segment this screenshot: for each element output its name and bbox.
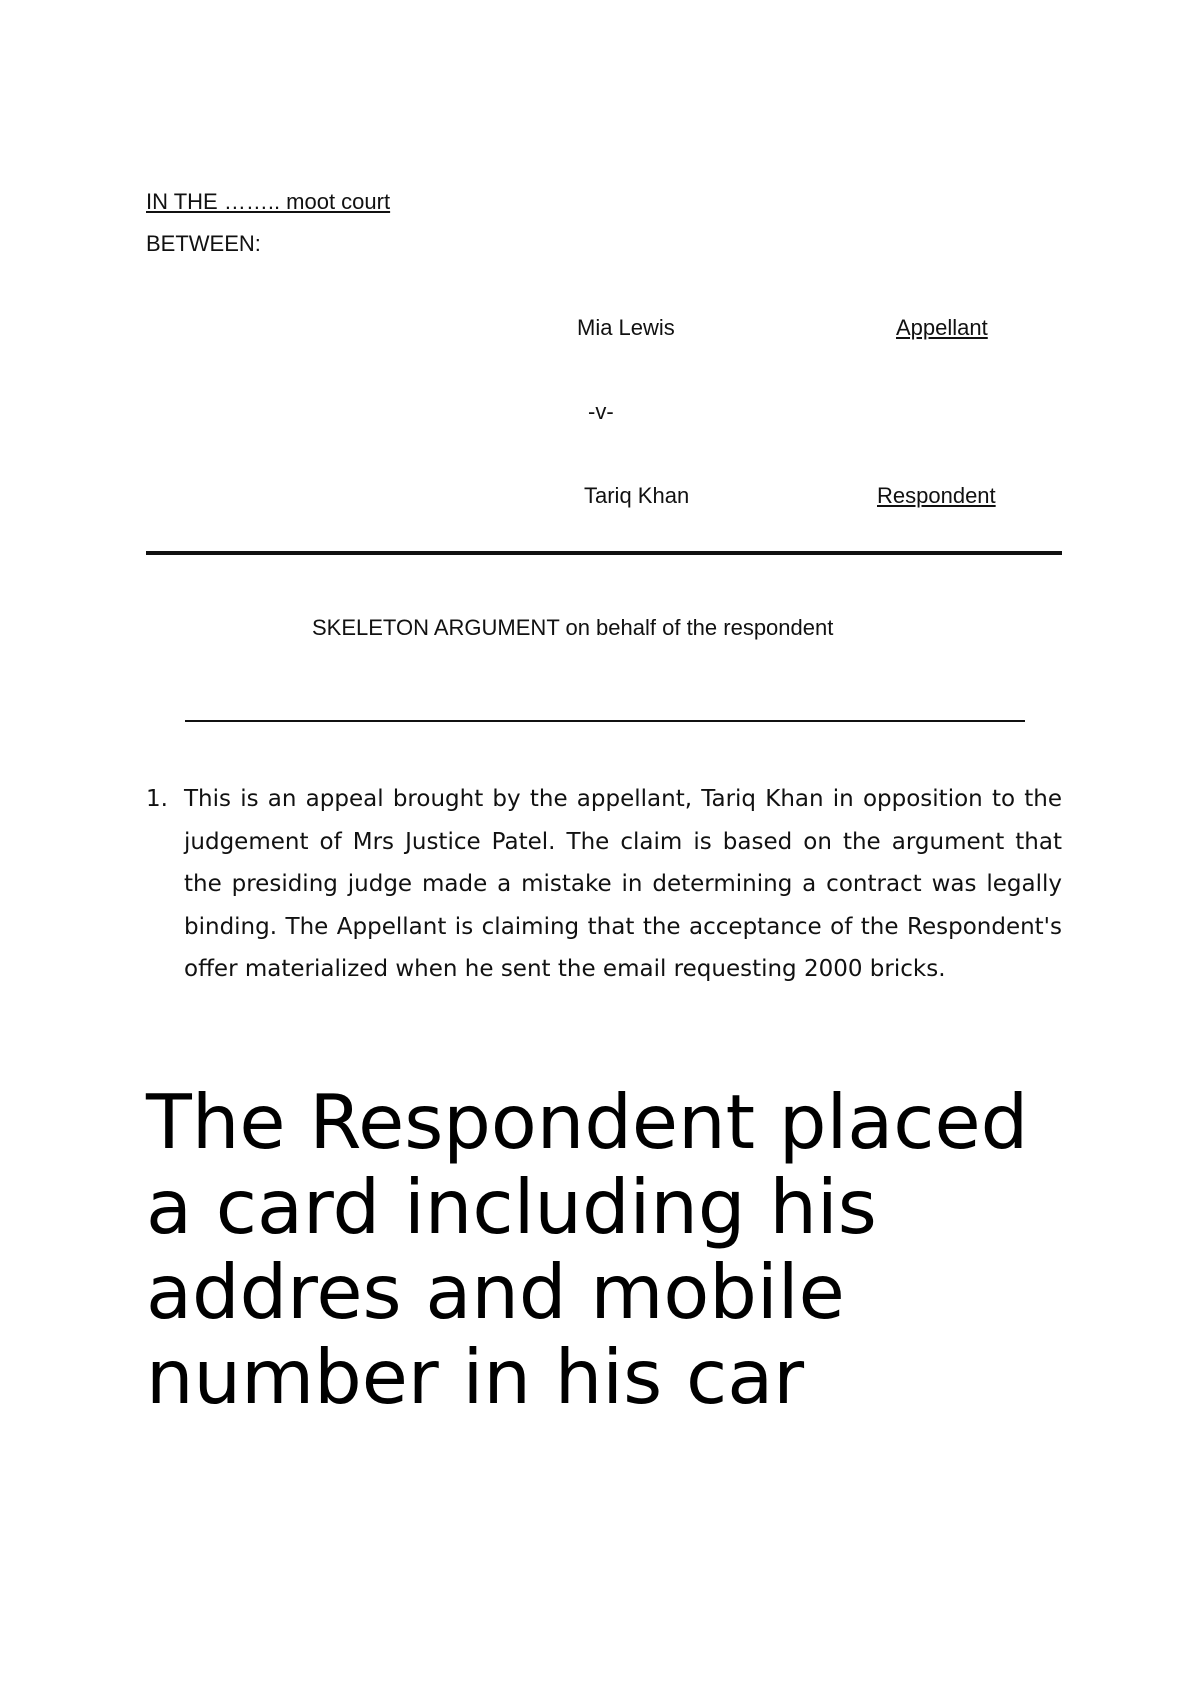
title-divider	[185, 720, 1025, 722]
respondent-name: Tariq Khan	[584, 483, 690, 508]
between-label: BETWEEN:	[146, 231, 261, 256]
court-heading: IN THE …….. moot court	[146, 189, 391, 214]
appellant-role: Appellant	[896, 315, 988, 340]
skeleton-argument-title: SKELETON ARGUMENT on behalf of the respondent	[312, 615, 834, 640]
paragraph-number: 1.	[146, 786, 168, 812]
appellant-name: Mia Lewis	[577, 315, 675, 340]
paragraph-text: This is an appeal brought by the appellant, Tariq Khan in opposition to the judgement of Mrs Justice Patel. The claim is based on the argument that the presiding judge made a mistake in determining a contract was legally binding. The Appellant is claiming that the acceptance of the Respondent's offer materialized when he sent the email requesting 2000 bricks.	[184, 786, 1062, 982]
respondent-role: Respondent	[877, 483, 996, 508]
section-divider	[146, 551, 1062, 555]
large-statement: The Respondent placed a card including his addres and mobile number in his car	[146, 1078, 1029, 1421]
versus-label: -v-	[588, 399, 614, 424]
